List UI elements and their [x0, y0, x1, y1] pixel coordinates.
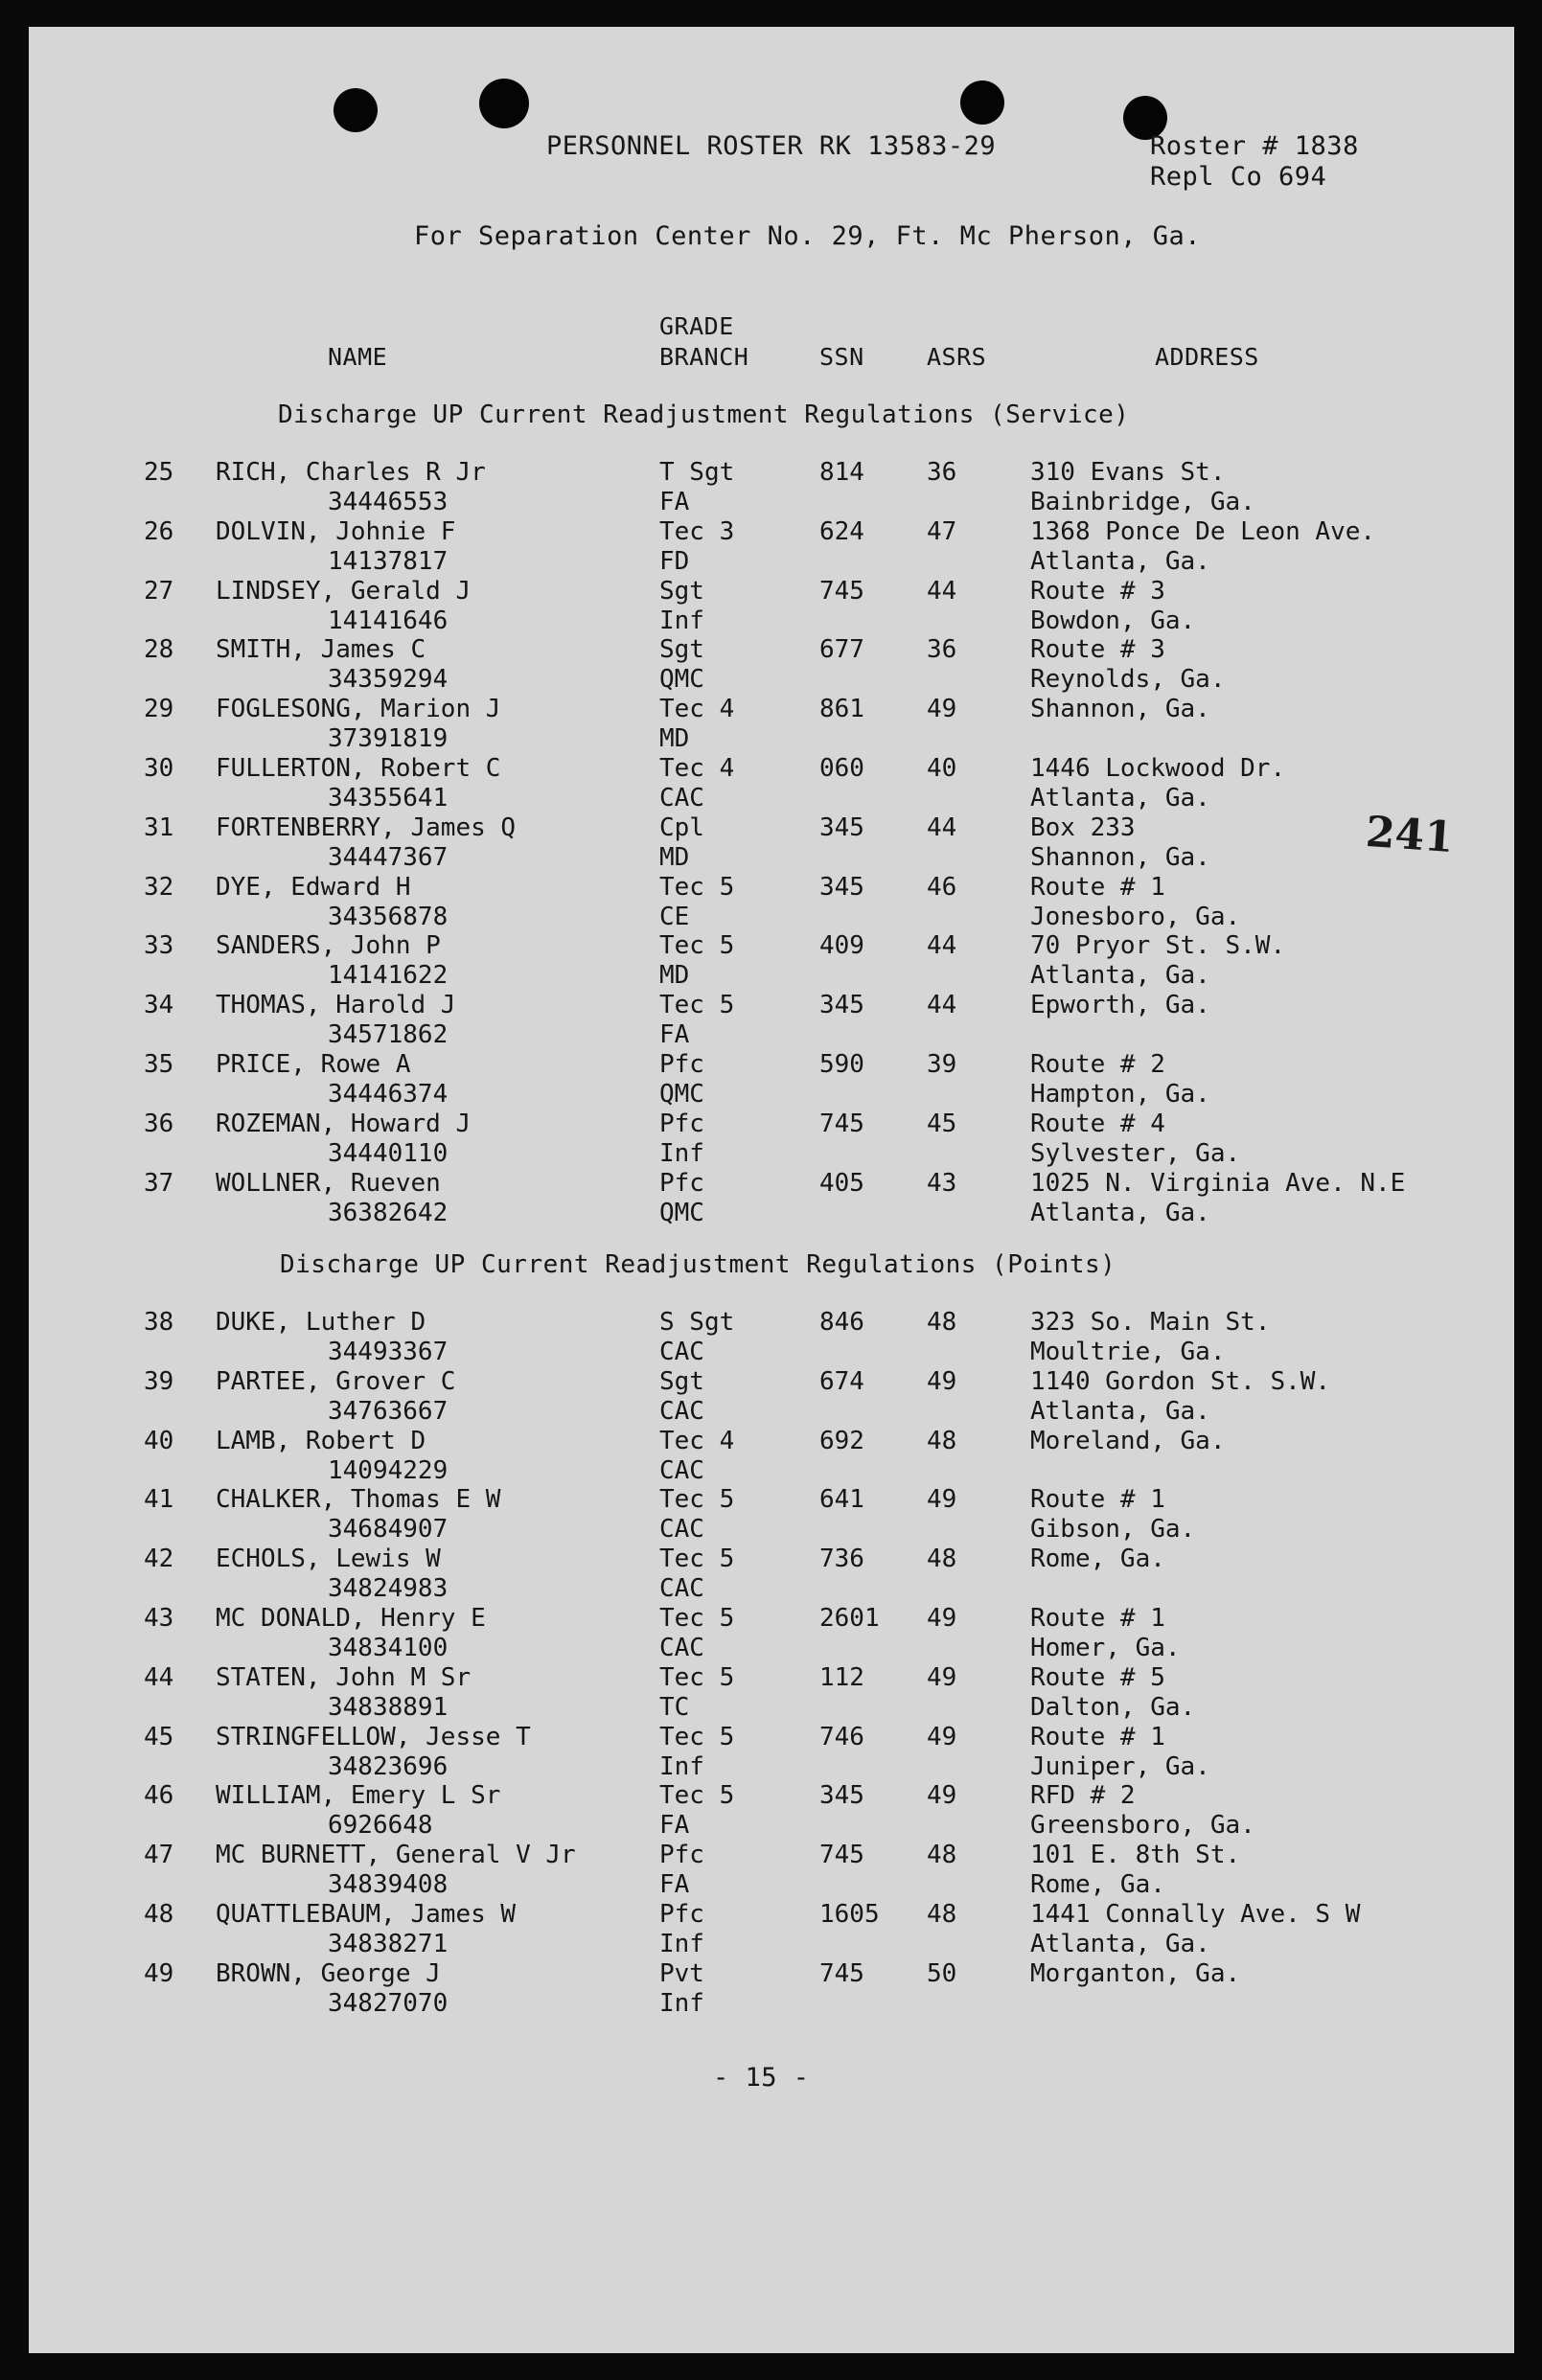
grade: Tec 5	[659, 873, 735, 902]
ssn: 692	[819, 1427, 864, 1455]
serial-number: 34446374	[328, 1080, 449, 1109]
person-name: FORTENBERRY, James Q	[216, 813, 517, 842]
asrs-score: 40	[927, 754, 957, 783]
grade: Pfc	[659, 1050, 704, 1079]
row-number: 29	[144, 695, 174, 723]
col-header-address: ADDRESS	[1155, 343, 1259, 371]
punch-hole	[960, 80, 1004, 125]
ssn: 405	[819, 1169, 864, 1198]
address-line2: Reynolds, Ga.	[1030, 665, 1226, 694]
ssn: 736	[819, 1545, 864, 1573]
col-header-grade: GRADE	[659, 312, 734, 340]
serial-number: 34824983	[328, 1574, 449, 1603]
ssn: 745	[819, 1841, 864, 1869]
asrs-score: 49	[927, 1723, 957, 1751]
section-title: Discharge UP Current Readjustment Regulations (Service)	[278, 400, 1130, 429]
ssn: 590	[819, 1050, 864, 1079]
row-number: 25	[144, 458, 174, 487]
table-row	[29, 458, 1514, 517]
row-number: 47	[144, 1841, 174, 1869]
address-line2: Atlanta, Ga.	[1030, 961, 1210, 990]
section-title: Discharge UP Current Readjustment Regulations (Points)	[280, 1250, 1116, 1279]
asrs-score: 49	[927, 1663, 957, 1692]
grade: Pfc	[659, 1900, 704, 1929]
row-number: 39	[144, 1367, 174, 1396]
page-number: - 15 -	[713, 2063, 810, 2093]
asrs-score: 43	[927, 1169, 957, 1198]
row-number: 45	[144, 1723, 174, 1751]
branch: QMC	[659, 665, 704, 694]
grade: Tec 3	[659, 517, 735, 546]
grade: Tec 5	[659, 1781, 735, 1810]
address-line2: Shannon, Ga.	[1030, 843, 1210, 872]
address-line2: Jonesboro, Ga.	[1030, 903, 1241, 931]
document-page	[29, 27, 1514, 2353]
table-row	[29, 1485, 1514, 1545]
row-number: 31	[144, 813, 174, 842]
serial-number: 34355641	[328, 784, 449, 812]
address-line2: Dalton, Ga.	[1030, 1693, 1196, 1722]
address-line1: Shannon, Ga.	[1030, 695, 1210, 723]
serial-number: 34827070	[328, 1989, 449, 2018]
row-number: 37	[144, 1169, 174, 1198]
col-header-name: NAME	[328, 343, 388, 371]
table-row	[29, 813, 1514, 873]
grade: S Sgt	[659, 1308, 735, 1337]
row-number: 34	[144, 991, 174, 1019]
address-line1: Route # 1	[1030, 1723, 1165, 1751]
roster-title: PERSONNEL ROSTER RK 13583-29	[546, 131, 997, 161]
table-row	[29, 1723, 1514, 1782]
grade: Pfc	[659, 1169, 704, 1198]
serial-number: 34834100	[328, 1634, 449, 1662]
table-row	[29, 1308, 1514, 1367]
asrs-score: 49	[927, 1367, 957, 1396]
address-line2: Rome, Ga.	[1030, 1870, 1165, 1899]
grade: Pfc	[659, 1841, 704, 1869]
branch: CAC	[659, 1338, 704, 1366]
person-name: DYE, Edward H	[216, 873, 411, 902]
asrs-score: 50	[927, 1959, 957, 1988]
serial-number: 34356878	[328, 903, 449, 931]
asrs-score: 49	[927, 1781, 957, 1810]
col-header-asrs: ASRS	[927, 343, 987, 371]
branch: Inf	[659, 1139, 704, 1168]
ssn: 745	[819, 577, 864, 606]
grade: Sgt	[659, 1367, 704, 1396]
address-line1: Route # 3	[1030, 577, 1165, 606]
row-number: 42	[144, 1545, 174, 1573]
row-number: 33	[144, 931, 174, 960]
branch: CAC	[659, 1634, 704, 1662]
ssn: 814	[819, 458, 864, 487]
ssn: 2601	[819, 1604, 880, 1633]
asrs-score: 49	[927, 1485, 957, 1514]
grade: Tec 5	[659, 931, 735, 960]
person-name: QUATTLEBAUM, James W	[216, 1900, 517, 1929]
serial-number: 34359294	[328, 665, 449, 694]
serial-number: 37391819	[328, 724, 449, 753]
handwritten-stamp: 241	[1364, 807, 1456, 863]
ssn: 674	[819, 1367, 864, 1396]
person-name: SANDERS, John P	[216, 931, 441, 960]
ssn: 846	[819, 1308, 864, 1337]
row-number: 32	[144, 873, 174, 902]
person-name: RICH, Charles R Jr	[216, 458, 486, 487]
person-name: FOGLESONG, Marion J	[216, 695, 501, 723]
person-name: SMITH, James C	[216, 635, 426, 664]
address-line1: RFD # 2	[1030, 1781, 1136, 1810]
branch: MD	[659, 843, 690, 872]
grade: T Sgt	[659, 458, 735, 487]
serial-number: 14141646	[328, 606, 449, 635]
grade: Sgt	[659, 635, 704, 664]
serial-number: 34447367	[328, 843, 449, 872]
table-row	[29, 1663, 1514, 1723]
asrs-score: 36	[927, 458, 957, 487]
person-name: STRINGFELLOW, Jesse T	[216, 1723, 531, 1751]
row-number: 26	[144, 517, 174, 546]
serial-number: 34440110	[328, 1139, 449, 1168]
asrs-score: 47	[927, 517, 957, 546]
address-line1: Morganton, Ga.	[1030, 1959, 1241, 1988]
asrs-score: 44	[927, 813, 957, 842]
address-line2: Juniper, Ga.	[1030, 1752, 1210, 1781]
serial-number: 36382642	[328, 1199, 449, 1227]
address-line1: 1441 Connally Ave. S W	[1030, 1900, 1361, 1929]
asrs-score: 44	[927, 577, 957, 606]
address-line1: 323 So. Main St.	[1030, 1308, 1271, 1337]
ssn: 641	[819, 1485, 864, 1514]
row-number: 35	[144, 1050, 174, 1079]
table-row	[29, 517, 1514, 577]
branch: Inf	[659, 1752, 704, 1781]
address-line1: Route # 2	[1030, 1050, 1165, 1079]
col-header-branch: BRANCH	[659, 343, 749, 371]
asrs-score: 48	[927, 1841, 957, 1869]
serial-number: 14141622	[328, 961, 449, 990]
person-name: PRICE, Rowe A	[216, 1050, 411, 1079]
address-line1: 70 Pryor St. S.W.	[1030, 931, 1286, 960]
serial-number: 34571862	[328, 1020, 449, 1049]
address-line2: Bainbridge, Ga.	[1030, 488, 1255, 516]
address-line1: 101 E. 8th St.	[1030, 1841, 1241, 1869]
address-line1: Epworth, Ga.	[1030, 991, 1210, 1019]
grade: Tec 5	[659, 1604, 735, 1633]
asrs-score: 46	[927, 873, 957, 902]
serial-number: 34838271	[328, 1930, 449, 1958]
address-line2: Bowdon, Ga.	[1030, 606, 1196, 635]
table-row	[29, 1781, 1514, 1841]
table-row	[29, 931, 1514, 991]
ssn: 1605	[819, 1900, 880, 1929]
person-name: THOMAS, Harold J	[216, 991, 456, 1019]
branch: FA	[659, 1870, 690, 1899]
row-number: 48	[144, 1900, 174, 1929]
person-name: STATEN, John M Sr	[216, 1663, 472, 1692]
grade: Tec 5	[659, 1663, 735, 1692]
table-row	[29, 991, 1514, 1050]
row-number: 36	[144, 1110, 174, 1138]
address-line1: Route # 1	[1030, 873, 1165, 902]
branch: Inf	[659, 1989, 704, 2018]
table-row	[29, 1169, 1514, 1228]
table-row	[29, 695, 1514, 754]
table-row	[29, 1959, 1514, 2019]
branch: FA	[659, 488, 690, 516]
person-name: LAMB, Robert D	[216, 1427, 426, 1455]
grade: Cpl	[659, 813, 704, 842]
table-row	[29, 1604, 1514, 1663]
row-number: 43	[144, 1604, 174, 1633]
row-number: 44	[144, 1663, 174, 1692]
address-line2: Atlanta, Ga.	[1030, 1930, 1210, 1958]
address-line2: Atlanta, Ga.	[1030, 784, 1210, 812]
row-number: 30	[144, 754, 174, 783]
row-number: 38	[144, 1308, 174, 1337]
row-number: 49	[144, 1959, 174, 1988]
row-number: 46	[144, 1781, 174, 1810]
grade: Tec 4	[659, 754, 735, 783]
grade: Tec 5	[659, 1485, 735, 1514]
ssn: 409	[819, 931, 864, 960]
address-line2: Moultrie, Ga.	[1030, 1338, 1226, 1366]
branch: CAC	[659, 1456, 704, 1485]
serial-number: 34838891	[328, 1693, 449, 1722]
serial-number: 34763667	[328, 1397, 449, 1426]
asrs-score: 48	[927, 1545, 957, 1573]
address-line1: Route # 1	[1030, 1485, 1165, 1514]
address-line1: Route # 1	[1030, 1604, 1165, 1633]
roster-number: Roster # 1838	[1150, 131, 1359, 161]
table-row	[29, 1900, 1514, 1959]
row-number: 28	[144, 635, 174, 664]
address-line1: 310 Evans St.	[1030, 458, 1226, 487]
grade: Tec 4	[659, 1427, 735, 1455]
row-number: 27	[144, 577, 174, 606]
asrs-score: 48	[927, 1308, 957, 1337]
branch: CAC	[659, 1574, 704, 1603]
ssn: 345	[819, 1781, 864, 1810]
asrs-score: 48	[927, 1900, 957, 1929]
table-row	[29, 1367, 1514, 1427]
asrs-score: 48	[927, 1427, 957, 1455]
asrs-score: 44	[927, 991, 957, 1019]
ssn: 746	[819, 1723, 864, 1751]
address-line2: Homer, Ga.	[1030, 1634, 1181, 1662]
subtitle: For Separation Center No. 29, Ft. Mc Pherson, Ga.	[414, 221, 1202, 251]
person-name: DUKE, Luther D	[216, 1308, 426, 1337]
address-line2: Atlanta, Ga.	[1030, 1397, 1210, 1426]
ssn: 345	[819, 873, 864, 902]
serial-number: 14094229	[328, 1456, 449, 1485]
ssn: 745	[819, 1110, 864, 1138]
asrs-score: 36	[927, 635, 957, 664]
branch: FA	[659, 1020, 690, 1049]
ssn: 112	[819, 1663, 864, 1692]
repl-company: Repl Co 694	[1150, 162, 1327, 192]
table-row	[29, 1050, 1514, 1110]
table-row	[29, 754, 1514, 813]
ssn: 677	[819, 635, 864, 664]
serial-number: 6926648	[328, 1811, 433, 1840]
address-line2: Gibson, Ga.	[1030, 1515, 1196, 1544]
person-name: MC DONALD, Henry E	[216, 1604, 486, 1633]
ssn: 060	[819, 754, 864, 783]
person-name: LINDSEY, Gerald J	[216, 577, 472, 606]
person-name: DOLVIN, Johnie F	[216, 517, 456, 546]
table-row	[29, 1110, 1514, 1169]
punch-hole	[479, 79, 529, 128]
address-line1: 1446 Lockwood Dr.	[1030, 754, 1286, 783]
branch: FA	[659, 1811, 690, 1840]
branch: MD	[659, 724, 690, 753]
grade: Tec 5	[659, 1545, 735, 1573]
address-line2: Atlanta, Ga.	[1030, 547, 1210, 576]
serial-number: 34684907	[328, 1515, 449, 1544]
address-line1: Route # 5	[1030, 1663, 1165, 1692]
person-name: BROWN, George J	[216, 1959, 441, 1988]
punch-hole	[334, 88, 378, 132]
grade: Sgt	[659, 577, 704, 606]
grade: Pvt	[659, 1959, 704, 1988]
branch: CE	[659, 903, 690, 931]
asrs-score: 49	[927, 1604, 957, 1633]
person-name: MC BURNETT, General V Jr	[216, 1841, 576, 1869]
person-name: FULLERTON, Robert C	[216, 754, 501, 783]
table-row	[29, 873, 1514, 932]
address-line2: Atlanta, Ga.	[1030, 1199, 1210, 1227]
address-line1: 1140 Gordon St. S.W.	[1030, 1367, 1331, 1396]
serial-number: 34823696	[328, 1752, 449, 1781]
asrs-score: 45	[927, 1110, 957, 1138]
asrs-score: 39	[927, 1050, 957, 1079]
branch: Inf	[659, 606, 704, 635]
branch: QMC	[659, 1199, 704, 1227]
person-name: ROZEMAN, Howard J	[216, 1110, 472, 1138]
row-number: 40	[144, 1427, 174, 1455]
person-name: CHALKER, Thomas E W	[216, 1485, 501, 1514]
branch: Inf	[659, 1930, 704, 1958]
branch: CAC	[659, 784, 704, 812]
table-row	[29, 577, 1514, 636]
address-line1: 1025 N. Virginia Ave. N.E	[1030, 1169, 1406, 1198]
person-name: WOLLNER, Rueven	[216, 1169, 441, 1198]
ssn: 745	[819, 1959, 864, 1988]
person-name: ECHOLS, Lewis W	[216, 1545, 441, 1573]
branch: QMC	[659, 1080, 704, 1109]
grade: Tec 5	[659, 1723, 735, 1751]
address-line2: Hampton, Ga.	[1030, 1080, 1210, 1109]
branch: FD	[659, 547, 690, 576]
ssn: 345	[819, 813, 864, 842]
branch: TC	[659, 1693, 690, 1722]
col-header-ssn: SSN	[819, 343, 864, 371]
address-line1: Box 233	[1030, 813, 1136, 842]
ssn: 624	[819, 517, 864, 546]
serial-number: 34493367	[328, 1338, 449, 1366]
ssn: 345	[819, 991, 864, 1019]
table-row	[29, 635, 1514, 695]
serial-number: 34446553	[328, 488, 449, 516]
address-line1: Route # 3	[1030, 635, 1165, 664]
address-line1: Rome, Ga.	[1030, 1545, 1165, 1573]
address-line1: 1368 Ponce De Leon Ave.	[1030, 517, 1376, 546]
person-name: PARTEE, Grover C	[216, 1367, 456, 1396]
asrs-score: 44	[927, 931, 957, 960]
address-line1: Route # 4	[1030, 1110, 1165, 1138]
branch: MD	[659, 961, 690, 990]
serial-number: 14137817	[328, 547, 449, 576]
row-number: 41	[144, 1485, 174, 1514]
ssn: 861	[819, 695, 864, 723]
table-row	[29, 1427, 1514, 1486]
asrs-score: 49	[927, 695, 957, 723]
branch: CAC	[659, 1515, 704, 1544]
person-name: WILLIAM, Emery L Sr	[216, 1781, 501, 1810]
table-row	[29, 1841, 1514, 1900]
grade: Tec 5	[659, 991, 735, 1019]
branch: CAC	[659, 1397, 704, 1426]
address-line1: Moreland, Ga.	[1030, 1427, 1226, 1455]
address-line2: Greensboro, Ga.	[1030, 1811, 1255, 1840]
address-line2: Sylvester, Ga.	[1030, 1139, 1241, 1168]
table-row	[29, 1545, 1514, 1604]
grade: Pfc	[659, 1110, 704, 1138]
serial-number: 34839408	[328, 1870, 449, 1899]
grade: Tec 4	[659, 695, 735, 723]
